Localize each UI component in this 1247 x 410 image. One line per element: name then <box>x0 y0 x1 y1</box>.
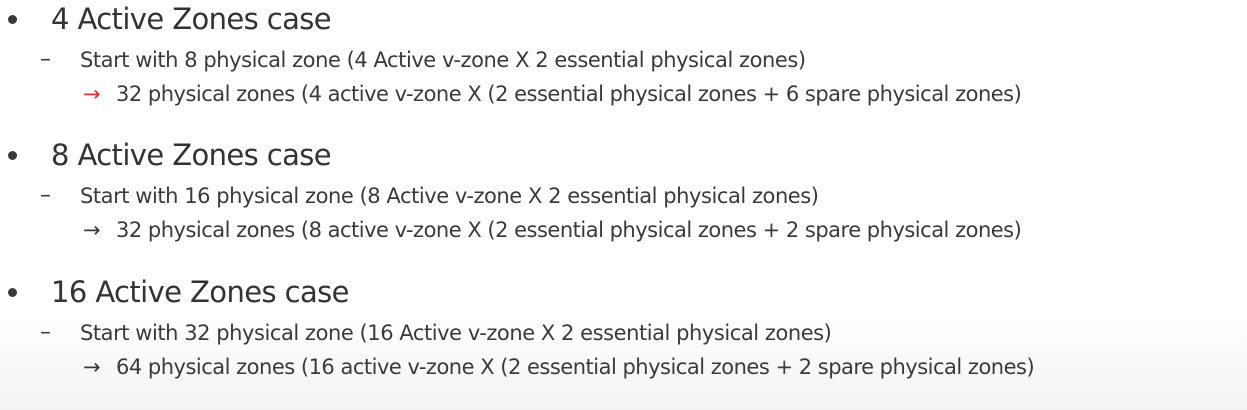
sub-bullet-row <box>0 317 1247 351</box>
bullet-8-active-zones <box>0 136 1247 248</box>
dash-icon: – <box>40 47 51 72</box>
sub-bullet-row <box>0 180 1247 214</box>
result-row <box>0 351 1247 385</box>
sub-bullet-row <box>0 44 1247 78</box>
bullet-heading-row <box>0 273 1247 317</box>
bullet-heading: 4 Active Zones case <box>51 2 332 36</box>
result-row <box>0 78 1247 112</box>
bullet-4-active-zones <box>0 0 1247 112</box>
bullet-16-active-zones <box>0 273 1247 385</box>
dash-icon: – <box>40 183 51 208</box>
bullet-dot-icon <box>8 288 17 297</box>
result-text: 64 physical zones (16 active v-zone X (2 essential physical zones + 2 spare physical zones) <box>116 355 1035 379</box>
bullet-heading: 16 Active Zones case <box>51 275 349 309</box>
bullet-heading: 8 Active Zones case <box>51 138 332 172</box>
result-text: 32 physical zones (4 active v-zone X (2 essential physical zones + 6 spare physical zones) <box>116 82 1022 106</box>
bullet-heading-row <box>0 136 1247 180</box>
sub-bullet-text: Start with 8 physical zone (4 Active v-zone X 2 essential physical zones) <box>80 48 806 72</box>
result-row <box>0 214 1247 248</box>
bullet-heading-row <box>0 0 1247 44</box>
dash-icon: – <box>40 320 51 345</box>
result-text: 32 physical zones (8 active v-zone X (2 essential physical zones + 2 spare physical zones) <box>116 218 1022 242</box>
sub-bullet-text: Start with 16 physical zone (8 Active v-zone X 2 essential physical zones) <box>80 184 819 208</box>
right-arrow-icon: → <box>83 82 101 106</box>
bullet-dot-icon <box>8 151 17 160</box>
right-arrow-icon: → <box>83 355 101 379</box>
bullet-dot-icon <box>8 15 17 24</box>
right-arrow-icon: → <box>83 218 101 242</box>
sub-bullet-text: Start with 32 physical zone (16 Active v-zone X 2 essential physical zones) <box>80 321 832 345</box>
